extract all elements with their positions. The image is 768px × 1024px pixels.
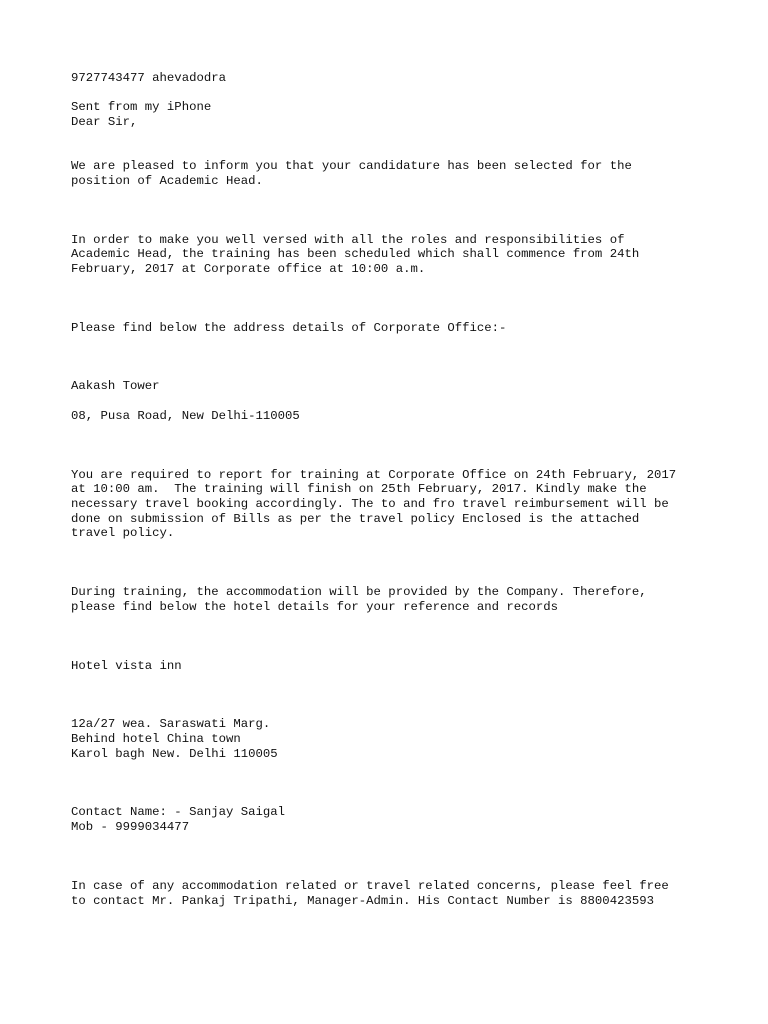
accommodation-line-1: During training, the accommodation will be provided by the Company. Therefore,	[71, 585, 647, 600]
training-line-2: Academic Head, the training has been scheduled which shall commence from 24th	[71, 247, 640, 262]
concerns-line-1: In case of any accommodation related or travel related concerns, please feel free	[71, 878, 669, 893]
selection-line-2: position of Academic Head.	[71, 173, 263, 188]
office-address: 08, Pusa Road, New Delhi-110005	[71, 408, 300, 423]
greeting: Dear Sir,	[71, 115, 138, 130]
report-line-1: You are required to report for training at Corporate Office on 24th February, 2017	[71, 467, 677, 482]
report-line-2: at 10:00 am. The training will finish on 25th February, 2017. Kindly make the	[71, 482, 647, 497]
hotel-name: Hotel vista inn	[71, 658, 182, 673]
report-line-4: done on submission of Bills as per the travel policy Enclosed is the attached	[71, 511, 640, 526]
contact-name: Contact Name: - Sanjay Saigal	[71, 805, 286, 820]
concerns-line-2: to contact Mr. Pankaj Tripathi, Manager-Admin. His Contact Number is 8800423593	[71, 893, 654, 908]
phone-line: 9727743477 ahevadodra	[71, 71, 226, 85]
hotel-address-line-3: Karol bagh New. Delhi 110005	[71, 746, 278, 761]
sent-from-line: Sent from my iPhone	[71, 100, 212, 115]
accommodation-line-2: please find below the hotel details for your reference and records	[71, 599, 559, 614]
email-document	[71, 71, 731, 908]
address-intro: Please find below the address details of Corporate Office:-	[71, 320, 507, 335]
hotel-address-line-2: Behind hotel China town	[71, 731, 241, 746]
report-line-3: necessary travel booking accordingly. The to and fro travel reimbursement will be	[71, 496, 669, 511]
office-name: Aakash Tower	[71, 379, 160, 394]
selection-line-1: We are pleased to inform you that your candidature has been selected for the	[71, 159, 632, 174]
hotel-address-line-1: 12a/27 wea. Saraswati Marg.	[71, 717, 271, 732]
contact-mobile: Mob - 9999034477	[71, 820, 190, 835]
training-line-3: February, 2017 at Corporate office at 10:00 a.m.	[71, 261, 426, 276]
training-line-1: In order to make you well versed with all the roles and responsibilities of	[71, 232, 625, 247]
report-line-5: travel policy.	[71, 526, 175, 541]
